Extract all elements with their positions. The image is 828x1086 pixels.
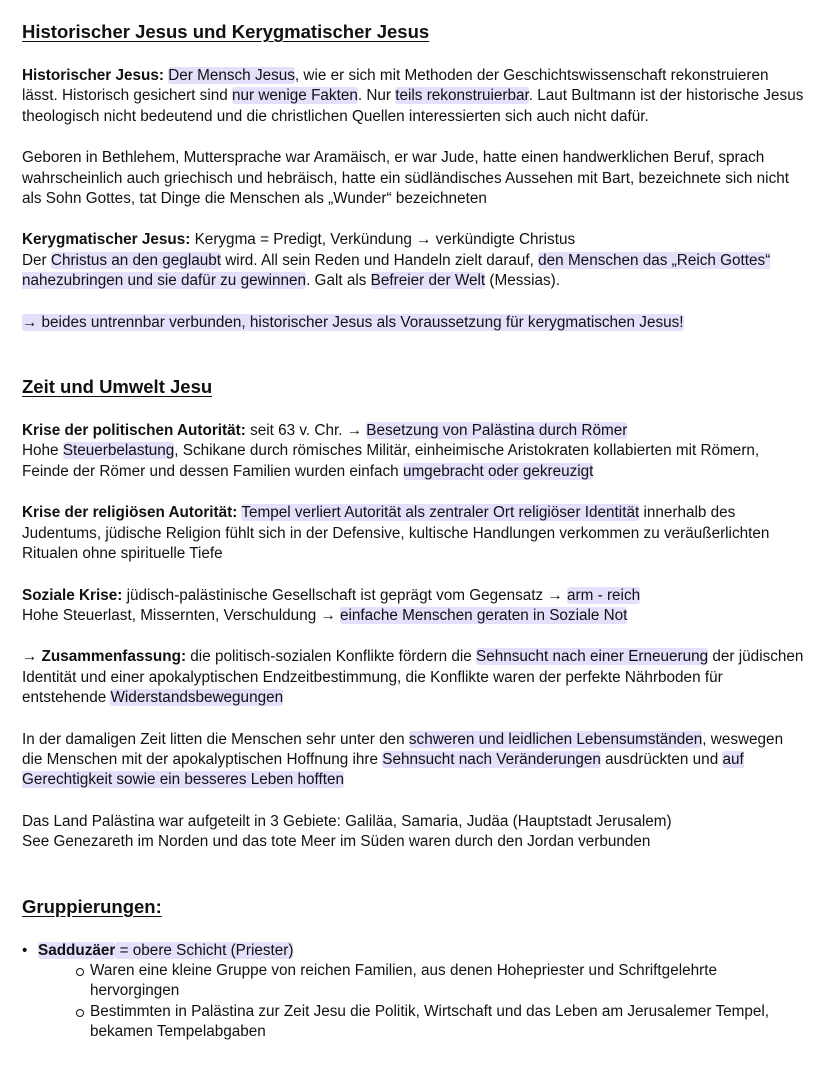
paragraph-conclusion	[22, 313, 806, 333]
group-list	[22, 941, 806, 1043]
highlight: Besetzung von Palästina durch Römer	[366, 422, 628, 440]
section-title-zeit-und-umwelt: Zeit und Umwelt Jesu	[22, 376, 213, 398]
term-label: Krise der religiösen Autorität:	[22, 504, 238, 522]
highlight: Sehnsucht nach einer Erneuerung	[476, 648, 709, 666]
highlight: auf Gerechtigkeit sowie ein besseres Leben hofften	[22, 750, 744, 789]
highlight: einfache Menschen geraten in Soziale Not	[340, 606, 628, 624]
list-item: Waren eine kleine Gruppe von reichen Familien, aus denen Hohepriester und Schriftgelehrte hervorgingen	[76, 961, 806, 1002]
highlight: umgebracht oder gekreuzigt	[402, 462, 594, 480]
paragraph-biography: Geboren in Bethlehem, Muttersprache war Aramäisch, er war Jude, hatte einen handwerklichen Beruf, sprach wahrscheinlich auch griechisch und hebräisch, hatte ein südländisches Aussehen mit Bart, bezeichnete sich nicht als Sohn Gottes, tat Dinge die Menschen als „Wunder“ bezeichneten	[22, 149, 789, 208]
highlight: Steuerbelastung	[62, 442, 175, 460]
highlight: = obere Schicht (Priester)	[115, 941, 294, 959]
section-title-historischer-jesus: Historischer Jesus und Kerygmatischer Jesus	[22, 21, 430, 42]
highlight: arm - reich	[567, 586, 641, 604]
group-name: Sadduzäer	[38, 941, 116, 959]
highlight: nur wenige Fakten	[231, 87, 358, 105]
highlight: Christus an den geglaubt	[50, 251, 221, 269]
highlight: → beides untrennbar verbunden, historischer Jesus als Voraussetzung für kerygmatischen Jesus!	[22, 313, 684, 331]
highlight: Befreier der Welt	[370, 272, 486, 290]
highlight: Sehnsucht nach Veränderungen	[382, 750, 601, 768]
paragraph-soziale-krise: Soziale Krise: jüdisch-palästinische Gesellschaft ist geprägt vom Gegensatz → arm - reich Hohe Steuerlast, Missernten, Verschuldung → einfache Menschen geraten in Soziale Not	[22, 586, 641, 624]
term-label: Krise der politischen Autorität:	[22, 422, 246, 440]
highlight: teils rekonstruierbar	[395, 87, 529, 105]
paragraph-zusammenfassung: → Zusammenfassung: die politisch-sozialen Konflikte fördern die Sehnsucht nach einer Erneuerung der jüdischen Identität und einer apokalyptischen Endzeitbestimmung, die Konflikte waren der perfekte Nährboden für entstehende Widerstandsbewegungen	[22, 648, 804, 707]
term-label: → Zusammenfassung:	[22, 648, 187, 666]
highlight: schweren und leidlichen Lebensumständen	[408, 730, 703, 748]
sub-list	[38, 961, 806, 1043]
term-label: Soziale Krise:	[22, 586, 123, 604]
list-item	[22, 941, 806, 1043]
paragraph-palaestina: Das Land Palästina war aufgeteilt in 3 Gebiete: Galiläa, Samaria, Judäa (Hauptstadt Jerusalem) See Genezareth im Norden und das tote Meer im Süden waren durch den Jordan verbunden	[22, 812, 672, 851]
section-title-gruppierungen: Gruppierungen:	[22, 895, 162, 917]
paragraph-religioese-krise: Krise der religiösen Autorität: Tempel verliert Autorität als zentraler Ort religiöser Identität innerhalb des Judentums, jüdische Religion fühlt sich in der Defensive, kultische Handlungen verkommen zu veräußerlichten Ritualen ohne spirituelle Tiefe	[22, 504, 770, 563]
paragraph-lebensumstaende: In der damaligen Zeit litten die Menschen sehr unter den schweren und leidlichen Lebensumständen, weswegen die Menschen mit der apokalyptischen Hoffnung ihre Sehnsucht nach Veränderungen ausdrückten und auf Gerechtigkeit sowie ein besseres Leben hofften	[22, 730, 784, 789]
list-item: Bestimmten in Palästina zur Zeit Jesu die Politik, Wirtschaft und das Leben am Jerusalemer Tempel, bekamen Tempelabgaben	[76, 1002, 806, 1043]
paragraph-kerygmatischer-jesus: Kerygmatischer Jesus: Kerygma = Predigt, Verkündung → verkündigte Christus Der Christus an den geglaubt wird. All sein Reden und Handeln zielt darauf, den Menschen das „Reich Gottes“ nahezubringen und sie dafür zu gewinnen. Galt als Befreier der Welt (Messias).	[22, 231, 771, 290]
term-label: Historischer Jesus:	[22, 67, 164, 84]
term-label: Kerygmatischer Jesus:	[22, 231, 191, 249]
paragraph-historischer-jesus: Historischer Jesus: Der Mensch Jesus, wie er sich mit Methoden der Geschichtswissenschaft rekonstruieren lässt. Historisch gesichert sind nur wenige Fakten. Nur teils rekonstruierbar. Laut Bultmann ist der historische Jesus theologisch nicht bedeutend und die christlichen Quellen interessierten sich auch nicht dafür.	[22, 67, 804, 125]
highlight: Widerstandsbewegungen	[110, 689, 284, 707]
highlight: Der Mensch Jesus	[168, 67, 295, 84]
highlight: den Menschen das „Reich Gottes“ nahezubringen und sie dafür zu gewinnen	[22, 251, 771, 290]
highlight: Tempel verliert Autorität als zentraler Ort religiöser Identität	[241, 504, 640, 522]
paragraph-politische-krise: Krise der politischen Autorität: seit 63 v. Chr. → Besetzung von Palästina durch Römer Hohe Steuerbelastung, Schikane durch römisches Militär, einheimische Aristokraten kollabierten mit Römern, Feinde der Römer und dessen Familien wurden einfach umgebracht oder gekreuzigt	[22, 422, 760, 480]
